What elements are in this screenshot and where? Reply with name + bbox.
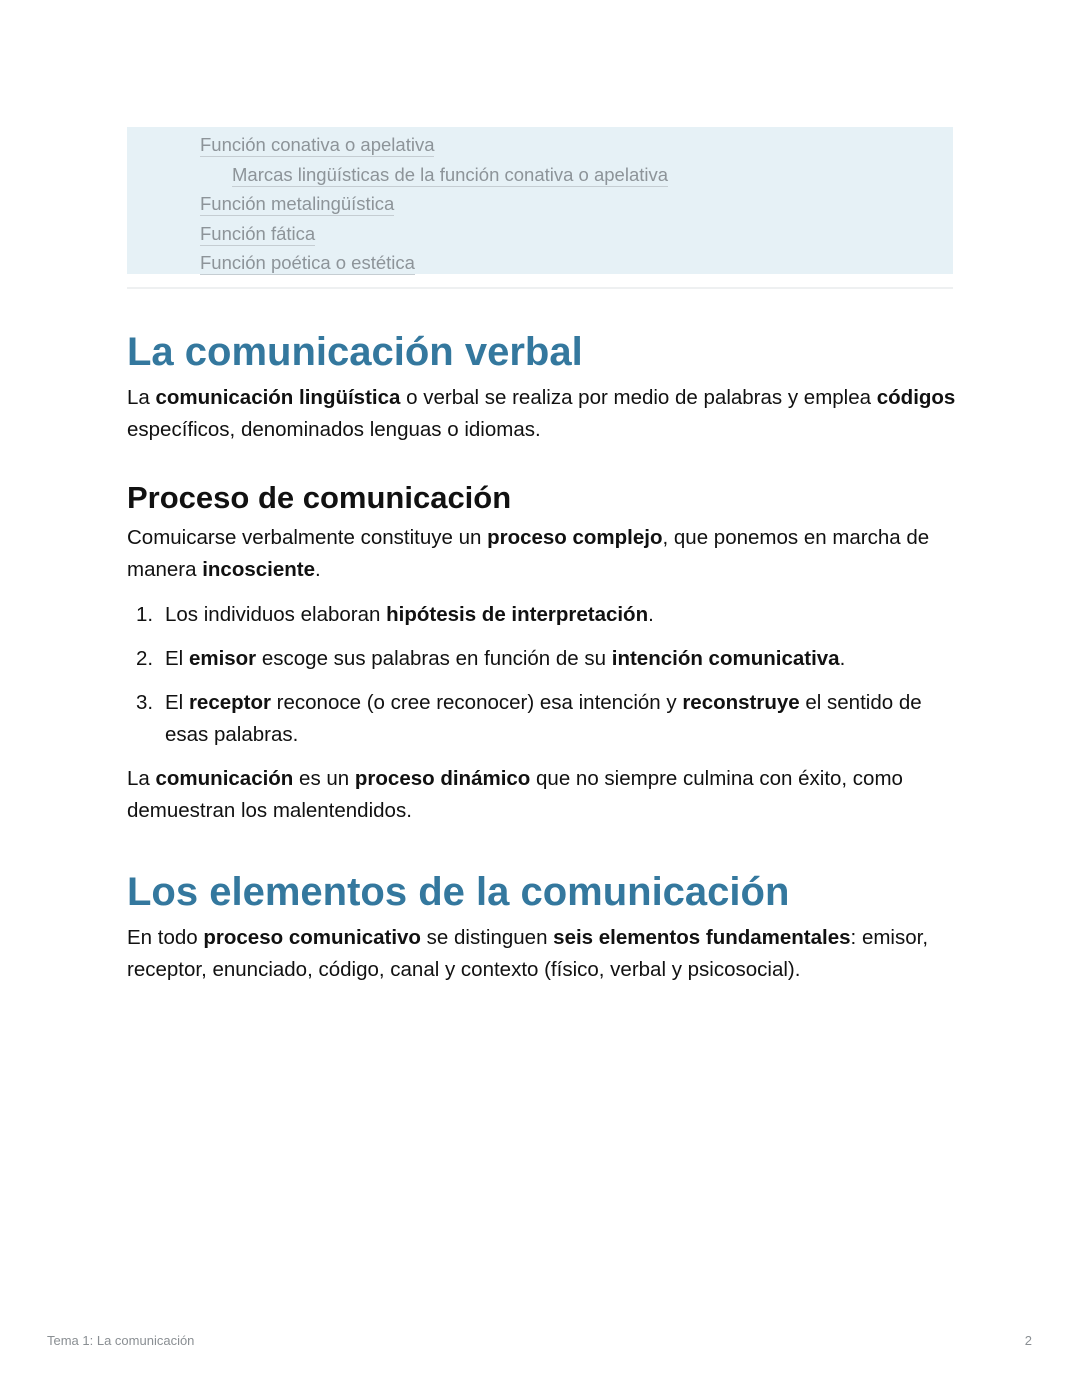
text-run: El [165, 691, 189, 715]
toc-link-funcion-poetica[interactable] [127, 248, 953, 278]
text-run: La [127, 386, 156, 409]
heading-elementos-comunicacion: Los elementos de la comunicación [127, 870, 790, 915]
text-run: o verbal se realiza por medio de palabras y emplea [400, 386, 877, 409]
toc-link-label[interactable]: Función conativa o apelativa [200, 134, 435, 155]
numbered-list [127, 599, 957, 751]
bold-term: emisor [188, 647, 257, 671]
text-run: escoge sus palabras en función de su [256, 647, 612, 671]
bold-term: receptor [188, 691, 271, 715]
paragraph-comunicacion-verbal [127, 382, 957, 446]
table-of-contents [127, 127, 953, 274]
document-body [127, 300, 957, 986]
text-run: En todo [127, 926, 204, 950]
heading-comunicacion-verbal: La comunicación verbal [127, 330, 583, 374]
list-number: 2. [136, 647, 154, 671]
text-run: . [315, 558, 321, 582]
toc-link-label[interactable]: Función poética o estética [200, 252, 415, 273]
toc-link-label[interactable]: Función metalingüística [200, 193, 395, 214]
toc-link-funcion-fatica[interactable] [127, 219, 953, 249]
bold-term: códigos [876, 386, 956, 409]
heading-proceso-comunicacion: Proceso de comunicación [127, 480, 512, 515]
toc-link-funcion-metalinguistica[interactable] [127, 189, 953, 219]
paragraph-proceso-dinamico [127, 763, 957, 827]
list-number: 1. [136, 603, 154, 627]
list-item [127, 643, 957, 675]
text-run: Comuicarse verbalmente constituye un [127, 526, 488, 550]
text-run: , que ponemos en marcha de manera [127, 526, 930, 582]
text-run: . [648, 603, 654, 627]
toc-link-marcas-linguisticas[interactable] [127, 160, 953, 190]
bold-term: hipótesis de interpretación [386, 603, 649, 627]
text-run: que no siempre culmina con éxito, como demuestran los malentendidos. [127, 767, 903, 823]
paragraph-elementos [127, 922, 957, 986]
bold-term: proceso comunicativo [203, 926, 421, 950]
text-run: el sentido de esas palabras. [165, 691, 922, 747]
bold-term: proceso dinámico [354, 767, 531, 791]
bold-term: seis elementos fundamentales [553, 926, 851, 950]
text-run: Los individuos elaboran [165, 603, 387, 627]
text-run: es un [293, 767, 355, 791]
text-run: : emisor, receptor, enunciado, código, canal y contexto (físico, verbal y psicosocial). [127, 926, 929, 982]
list-item [127, 687, 957, 751]
bold-term: incosciente [202, 558, 316, 582]
toc-link-label[interactable]: Marcas lingüísticas de la función conativa o apelativa [232, 163, 669, 185]
list-number: 3. [136, 691, 154, 715]
text-run: La [127, 767, 156, 791]
text-run: se distinguen [420, 926, 554, 950]
list-item [127, 599, 957, 631]
toc-link-label[interactable]: Función fática [200, 222, 316, 244]
text-run: reconoce (o cree reconocer) esa intención y [270, 691, 683, 715]
bold-term: reconstruye [682, 691, 800, 715]
bold-term: proceso complejo [487, 526, 663, 550]
paragraph-proceso-intro [127, 522, 957, 586]
footer-document-title: Tema 1: La comunicación [47, 1333, 195, 1348]
bold-term: comunicación lingüística [155, 386, 401, 409]
page-number: 2 [1024, 1333, 1032, 1348]
text-run: específicos, denominados lenguas o idiomas. [127, 418, 541, 441]
bold-term: comunicación [155, 767, 294, 791]
text-run: . [839, 647, 846, 671]
text-run: El [165, 647, 189, 671]
bold-term: intención comunicativa [611, 647, 840, 671]
divider [127, 287, 953, 289]
toc-link-funcion-conativa[interactable] [127, 130, 953, 160]
